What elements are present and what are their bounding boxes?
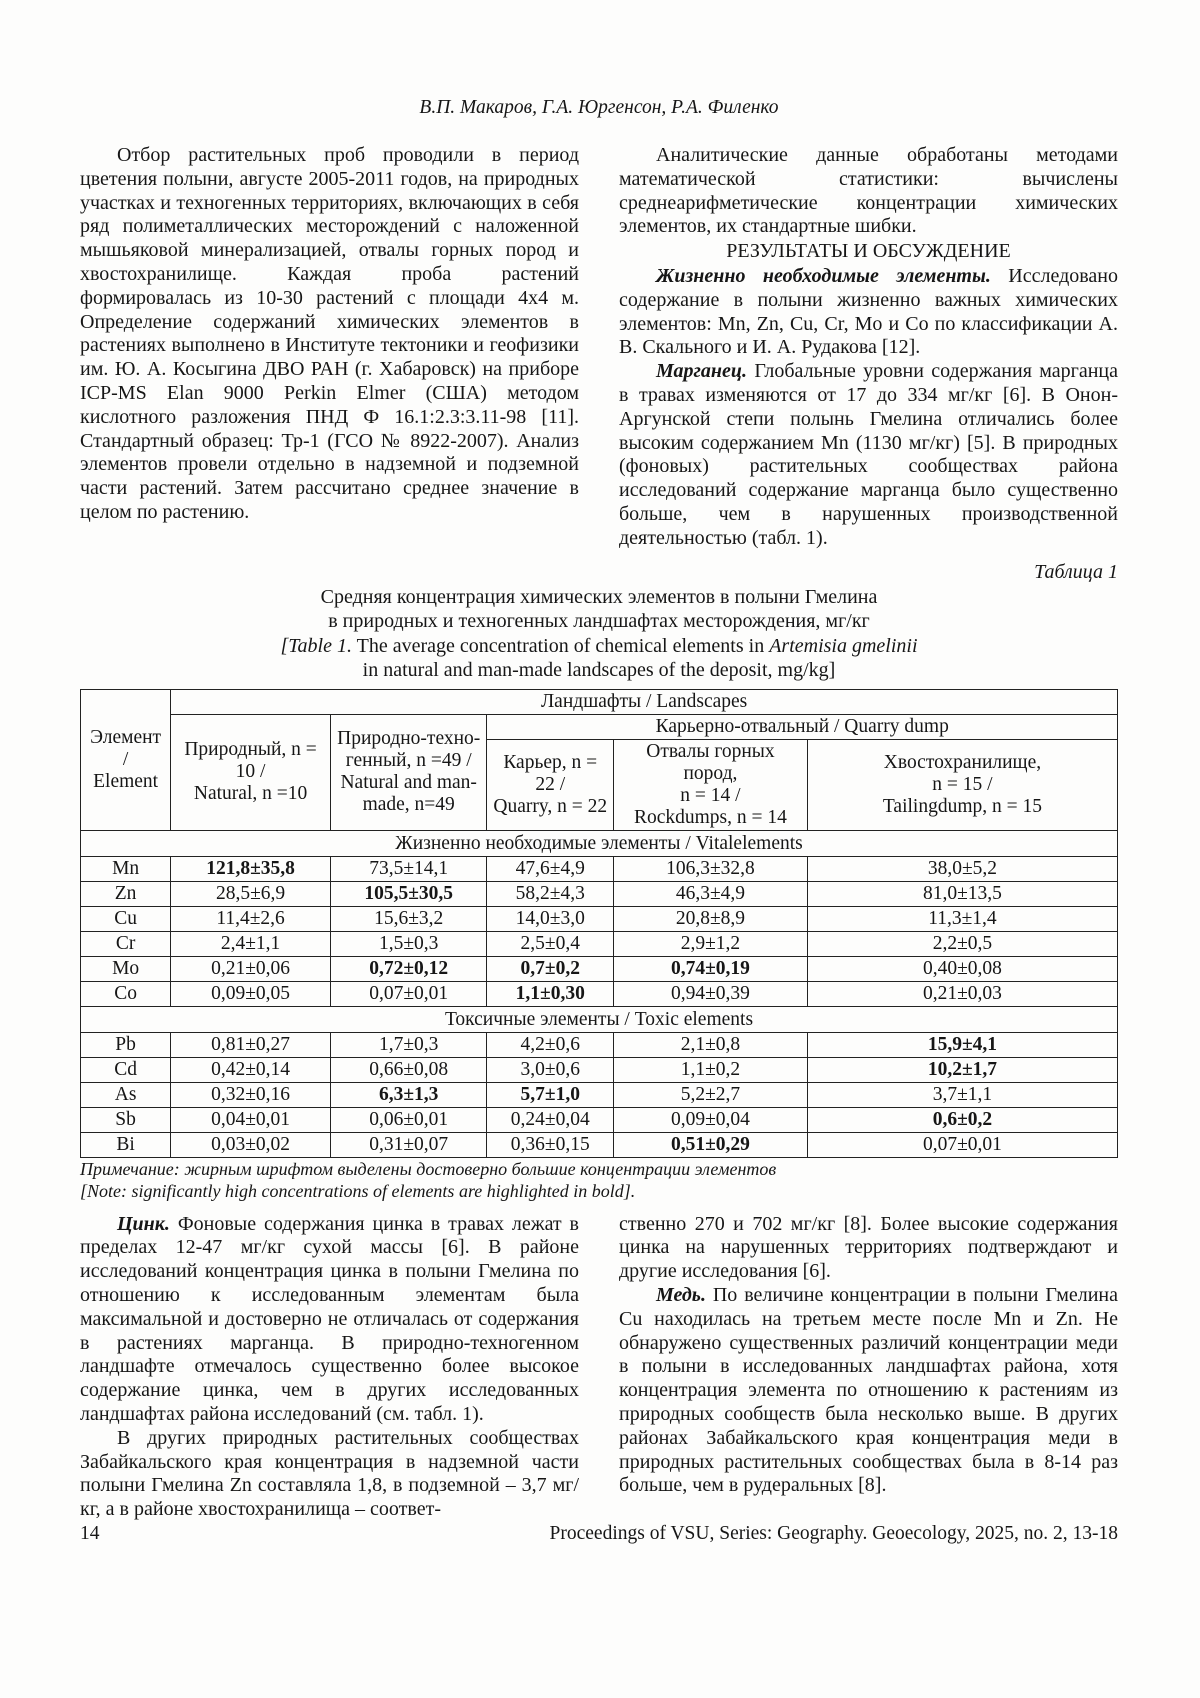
- concentration-cell: 10,2±1,7: [807, 1057, 1117, 1082]
- element-symbol-cell: Cu: [81, 906, 171, 931]
- concentration-cell: 0,04±0,01: [171, 1107, 331, 1132]
- discussion-left-column: [80, 1213, 579, 1522]
- concentration-cell: 0,21±0,06: [171, 956, 331, 981]
- table-row: [81, 881, 1118, 906]
- discussion-columns: [80, 1213, 1118, 1522]
- table-body: [81, 830, 1118, 1157]
- element-symbol-cell: Mn: [81, 856, 171, 881]
- table-label: Таблица 1: [1034, 560, 1118, 583]
- element-symbol-cell: Zn: [81, 881, 171, 906]
- table-row: [81, 931, 1118, 956]
- concentration-cell: 3,0±0,6: [487, 1057, 614, 1082]
- zinc-paragraph-2: В других природных растительных сообществах Забайкальского края концентрация в надземной части полыни Гмелина Zn составляла 1,8, в подземной – 3,7 мг/кг, а в районе хвостохранилища – соответ-: [80, 1426, 579, 1521]
- manganese-lead: Марганец.: [656, 360, 747, 383]
- concentration-cell: 0,40±0,08: [807, 956, 1117, 981]
- manganese-text: Глобальные уровни содержания марганца в травах изменяются от 17 до 334 мг/кг [6]. В Онон-Аргунской степи полынь Гмелина отличались более высоким содержанием Mn (1130 мг/кг) [5]. В природных (фоновых) растительных сообществах района исследований содержание марганца было существенно больше, чем в нарушенных производственной деятельностью (табл. 1).: [619, 360, 1119, 549]
- table-note-ru: Примечание: жирным шрифтом выделены достоверно большие концентрации элементов: [80, 1158, 777, 1179]
- concentration-cell: 121,8±35,8: [171, 856, 331, 881]
- concentration-cell: 38,0±5,2: [807, 856, 1117, 881]
- table-row: [81, 956, 1118, 981]
- header-natural-manmade: Природно-техно- генный, n =49 / Natural and man- made, n=49: [330, 714, 487, 830]
- concentration-cell: 2,4±1,1: [171, 931, 331, 956]
- copper-lead: Медь.: [656, 1283, 706, 1306]
- methods-paragraph: Отбор растительных проб проводили в период цветения полыни, августе 2005-2011 годов, на природных участках и техногенных территориях, включающих в себя ряд полиметаллических месторождений с наложенной мышьяковой минерализацией, отвалы горных пород и хвостохранилище. Каждая проба растений формировалась из 10-30 растений с площади 4х4 м. Определение содержаний химических элементов в растениях выполнено в Институте тектоники и геофизики им. Ю. А. Косыгина ДВО РАН (г. Хабаровск) на приборе ICP-MS Elan 9000 Perkin Elmer (США) методом кислотного разложения ПНД Ф 16.1:2.3:3.11-98 [11]. Стандартный образец: Тр-1 (ГСО № 8922-2007). Анализ элементов провели отдельно в надземной и подземной части растений. Затем рассчитано среднее значение в целом по растению.: [80, 144, 579, 523]
- concentration-cell: 0,21±0,03: [807, 981, 1117, 1006]
- concentration-cell: 46,3±4,9: [613, 881, 807, 906]
- results-heading: РЕЗУЛЬТАТЫ И ОБСУЖДЕНИЕ: [726, 240, 1011, 263]
- header-row-2: [81, 714, 1118, 739]
- concentration-cell: 105,5±30,5: [330, 881, 487, 906]
- element-symbol-cell: Mo: [81, 956, 171, 981]
- element-symbol-cell: Co: [81, 981, 171, 1006]
- concentration-cell: 0,51±0,29: [613, 1132, 807, 1157]
- element-symbol-cell: Bi: [81, 1132, 171, 1157]
- concentration-cell: 1,1±0,30: [487, 981, 614, 1006]
- concentration-cell: 0,74±0,19: [613, 956, 807, 981]
- concentration-cell: 0,31±0,07: [330, 1132, 487, 1157]
- discussion-right-column: [619, 1213, 1118, 1522]
- element-symbol-cell: Pb: [81, 1032, 171, 1057]
- concentration-cell: 0,07±0,01: [330, 981, 487, 1006]
- element-symbol-cell: As: [81, 1082, 171, 1107]
- table-row: [81, 1132, 1118, 1157]
- manganese-paragraph: [619, 360, 1118, 550]
- zinc-lead: Цинк.: [117, 1212, 170, 1235]
- concentration-cell: 81,0±13,5: [807, 881, 1117, 906]
- concentration-cell: 73,5±14,1: [330, 856, 487, 881]
- caption-en-label: [Table 1.: [280, 634, 352, 657]
- table-header: [81, 689, 1118, 830]
- concentration-cell: 0,03±0,02: [171, 1132, 331, 1157]
- concentration-cell: 15,9±4,1: [807, 1032, 1117, 1057]
- concentration-cell: 47,6±4,9: [487, 856, 614, 881]
- concentration-cell: 0,94±0,39: [613, 981, 807, 1006]
- concentration-cell: 5,2±2,7: [613, 1082, 807, 1107]
- concentration-cell: 1,5±0,3: [330, 931, 487, 956]
- page-number: 14: [80, 1522, 100, 1544]
- zinc-text: Фоновые содержания цинка в травах лежат в пределах 12-47 мг/кг сухой массы [6]. В районе исследований концентрация цинка в полыни Гмелина по отношению к исследованным элементам была максимальной и достоверно не отличалась от содержания в растениях марганца. В природно-техногенном ландшафте отмечалось существенно более высокое содержание цинка, чем в других исследованных ландшафтах района исследований (см. табл. 1).: [80, 1212, 579, 1425]
- concentration-cell: 2,1±0,8: [613, 1032, 807, 1057]
- concentration-cell: 0,06±0,01: [330, 1107, 487, 1132]
- concentration-cell: 0,7±0,2: [487, 956, 614, 981]
- caption-ru-line2: в природных и техногенных ландшафтах месторождения, мг/кг: [328, 610, 870, 633]
- table-row: [81, 1107, 1118, 1132]
- concentration-cell: 0,09±0,05: [171, 981, 331, 1006]
- concentration-cell: 5,7±1,0: [487, 1082, 614, 1107]
- page-footer: [80, 1522, 1118, 1546]
- table-caption: [80, 585, 1118, 683]
- table-note-en: [Note: significantly high concentrations of elements are highlighted in bold].: [80, 1180, 636, 1201]
- section-title: Жизненно необходимые элементы / Vitalelements: [81, 830, 1118, 856]
- concentration-cell: 58,2±4,3: [487, 881, 614, 906]
- concentration-cell: 0,24±0,04: [487, 1107, 614, 1132]
- table-row: [81, 856, 1118, 881]
- concentration-cell: 20,8±8,9: [613, 906, 807, 931]
- concentration-cell: 106,3±32,8: [613, 856, 807, 881]
- concentration-cell: 11,4±2,6: [171, 906, 331, 931]
- concentration-cell: 0,81±0,27: [171, 1032, 331, 1057]
- header-quarry-dump: Карьерно-отвальный / Quarry dump: [487, 714, 1118, 739]
- copper-text: По величине концентрации в полыни Гмелина Cu находилась на третьем месте после Mn и Zn. Не обнаружено существенных различий концентрации меди в полыни в исследованных ландшафтах района, хотя концентрация элемента по отношению к растениям из природных сообществ была несколько выше. В других районах Забайкальского края концентрация меди в природных растительных сообществах была в 8-14 раз больше, чем в рудеральных [8].: [619, 1283, 1118, 1497]
- header-quarry: Карьер, n = 22 / Quarry, n = 22: [487, 739, 614, 830]
- intro-columns: [80, 144, 1118, 551]
- concentration-cell: 0,6±0,2: [807, 1107, 1117, 1132]
- concentration-cell: 3,7±1,1: [807, 1082, 1117, 1107]
- caption-ru-line1: Средняя концентрация химических элементов в полыни Гмелина: [320, 585, 878, 608]
- table-row: [81, 1057, 1118, 1082]
- section-title-row: [81, 830, 1118, 856]
- header-landscapes: Ландшафты / Landscapes: [171, 689, 1118, 714]
- vital-elements-paragraph: [619, 265, 1118, 360]
- concentration-cell: 2,5±0,4: [487, 931, 614, 956]
- table-row: [81, 1082, 1118, 1107]
- header-element: Элемент / Element: [81, 689, 171, 830]
- authors-line: В.П. Макаров, Г.А. Юргенсон, Р.А. Филенко: [419, 97, 779, 118]
- caption-en-line2: in natural and man-made landscapes of the deposit, mg/kg]: [362, 659, 836, 682]
- concentration-cell: 0,36±0,15: [487, 1132, 614, 1157]
- element-symbol-cell: Cr: [81, 931, 171, 956]
- concentration-cell: 2,9±1,2: [613, 931, 807, 956]
- concentration-cell: 0,42±0,14: [171, 1057, 331, 1082]
- vital-elements-text: Исследовано содержание в полыни жизненно важных химических элементов: Mn, Zn, Cu, Cr, Mo и Co по классификации А. В. Скального и И. А. Рудакова [12].: [619, 264, 1119, 359]
- header-rock-dumps: Отвалы горных пород, n = 14 / Rockdumps, n = 14: [613, 739, 807, 830]
- element-symbol-cell: Cd: [81, 1057, 171, 1082]
- table-row: [81, 981, 1118, 1006]
- concentration-cell: 4,2±0,6: [487, 1032, 614, 1057]
- header-row-1: [81, 689, 1118, 714]
- concentration-cell: 11,3±1,4: [807, 906, 1117, 931]
- right-column: [619, 144, 1118, 551]
- concentration-cell: 28,5±6,9: [171, 881, 331, 906]
- concentration-cell: 0,66±0,08: [330, 1057, 487, 1082]
- header-tailing-dump: Хвостохранилище, n = 15 / Tailingdump, n = 15: [807, 739, 1117, 830]
- zinc-continuation-paragraph: ственно 270 и 702 мг/кг [8]. Более высокие содержания цинка на нарушенных территориях подтверждают и другие исследования [6].: [619, 1212, 1118, 1283]
- zinc-paragraph: [80, 1213, 579, 1427]
- copper-paragraph: [619, 1284, 1118, 1498]
- concentration-cell: 14,0±3,0: [487, 906, 614, 931]
- caption-en-species: Artemisia gmelinii: [769, 634, 918, 657]
- element-symbol-cell: Sb: [81, 1107, 171, 1132]
- concentration-cell: 2,2±0,5: [807, 931, 1117, 956]
- table-row: [81, 906, 1118, 931]
- concentration-cell: 15,6±3,2: [330, 906, 487, 931]
- concentration-cell: 0,09±0,04: [613, 1107, 807, 1132]
- section-title: Токсичные элементы / Toxic elements: [81, 1006, 1118, 1032]
- concentration-cell: 6,3±1,3: [330, 1082, 487, 1107]
- concentration-cell: 1,7±0,3: [330, 1032, 487, 1057]
- header-natural: Природный, n = 10 / Natural, n =10: [171, 714, 331, 830]
- stats-paragraph: Аналитические данные обработаны методами математической статистики: вычислены среднеарифметические концентрации химических элементов, их стандартные шибки.: [619, 144, 1118, 238]
- concentration-cell: 0,32±0,16: [171, 1082, 331, 1107]
- section-title-row: [81, 1006, 1118, 1032]
- concentration-table: [80, 689, 1118, 1158]
- concentration-cell: 0,72±0,12: [330, 956, 487, 981]
- concentration-cell: 1,1±0,2: [613, 1057, 807, 1082]
- left-column: [80, 144, 579, 551]
- journal-reference: Proceedings of VSU, Series: Geography. Geoecology, 2025, no. 2, 13-18: [549, 1522, 1118, 1544]
- table-row: [81, 1032, 1118, 1057]
- vital-elements-lead: Жизненно необходимые элементы.: [656, 264, 991, 287]
- concentration-cell: 0,07±0,01: [807, 1132, 1117, 1157]
- caption-en-text: The average concentration of chemical elements in: [356, 634, 765, 657]
- caption-en-line1: [80, 634, 1118, 659]
